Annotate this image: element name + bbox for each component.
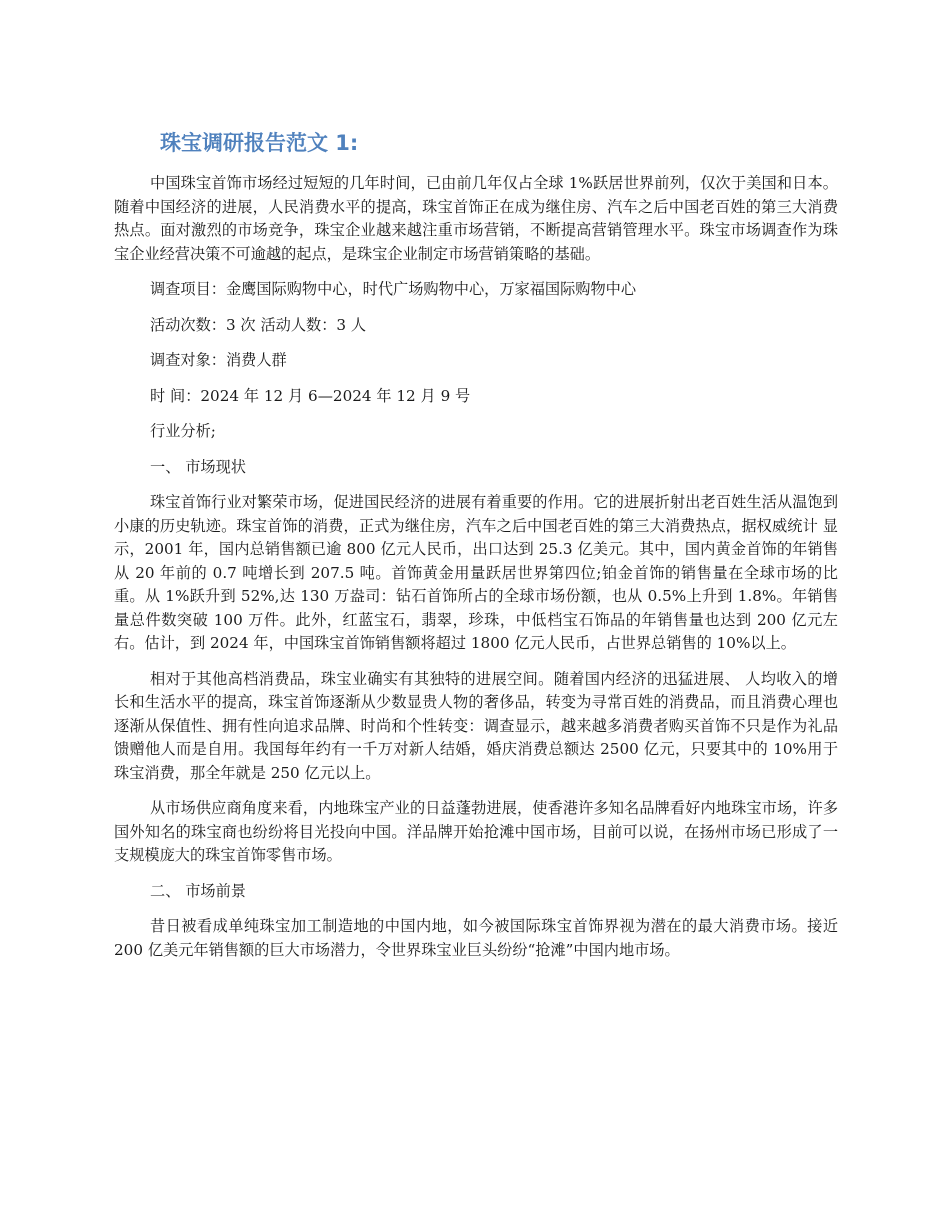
market-status-paragraph-1: 珠宝首饰行业对繁荣市场，促进国民经济的进展有着重要的作用。它的进展折射出老百姓生活从温饱到小康的历史轨迹。珠宝首饰的消费，正式为继住房，汽车之后中国老百姓的第三大消费热点，据权威统计 显示，2001 年，国内总销售额已逾 800 亿元人民币，出口达到 25.3 亿美元。其中，国内黄金首饰的年销售从 20 年前的 0.7 吨增长到 207.5 吨。首饰黄金用量跃居世界第四位;铂金首饰的销售量在全球市场的比重。从 1%跃升到 52%,达 130 万盎司：钻石首饰所占的全球市场份额，也从 0.5%上升到 1.8%。年销售量总件数突破 100 万件。此外，红蓝宝石，翡翠，珍珠，中低档宝石饰品的年销售量也达到 200 亿元左右。估计，到 2024 年，中国珠宝首饰销售额将超过 1800 亿元人民币，占世界总销售的 10%以上。 — [114, 493, 838, 652]
document-body — [114, 126, 838, 974]
market-status-paragraph-2: 相对于其他高档消费品，珠宝业确实有其独特的进展空间。随着国内经济的迅猛进展、 人均收入的增长和生活水平的提高，珠宝首饰逐渐从少数显贵人物的奢侈品，转变为寻常百姓的消费品，而且消费心理也逐渐从保值性、拥有性向追求品牌、时尚和个性转变：调查显示，越来越多消费者购买首饰不只是作为礼品馈赠他人而是自用。我国每年约有一千万对新人结婚，婚庆消费总额达 2500 亿元，只要其中的 10%用于珠宝消费，那全年就是 250 亿元以上。 — [114, 669, 838, 782]
activity-line: 活动次数：3 次 活动人数：3 人 — [150, 315, 367, 334]
section-heading-market-outlook: 二、 市场前景 — [150, 881, 246, 900]
industry-analysis-line: 行业分析; — [150, 422, 216, 440]
time-line: 时 间：2024 年 12 月 6—2024 年 12 月 9 号 — [150, 386, 471, 405]
section-heading-market-status: 一、 市场现状 — [150, 457, 246, 476]
document-title: 珠宝调研报告范文 1: — [160, 131, 359, 155]
market-status-paragraph-3: 从市场供应商角度来看，内地珠宝产业的日益蓬勃进展，使香港许多知名品牌看好内地珠宝市场，许多国外知名的珠宝商也纷纷将目光投向中国。洋品牌开始抢滩中国市场，目前可以说，在扬州市场已形成了一支规模庞大的珠宝首饰零售市场。 — [114, 799, 838, 864]
survey-items-line: 调查项目：金鹰国际购物中心，时代广场购物中心，万家福国际购物中心 — [150, 280, 636, 298]
market-outlook-paragraph-1: 昔日被看成单纯珠宝加工制造地的中国内地，如今被国际珠宝首饰界视为潜在的最大消费市场。接近 200 亿美元年销售额的巨大市场潜力，令世界珠宝业巨头纷纷“抢滩”中国内地市场。 — [114, 917, 838, 959]
intro-paragraph: 中国珠宝首饰市场经过短短的几年时间，已由前几年仅占全球 1%跃居世界前列，仅次于美国和日本。随着中国经济的进展，人民消费水平的提高，珠宝首饰正在成为继住房、汽车之后中国老百姓的第三大消费热点。面对激烈的市场竞争，珠宝企业越来越注重市场营销，不断提高营销管理水平。珠宝市场调查作为珠宝企业经营决策不可逾越的起点，是珠宝企业制定市场营销策略的基础。 — [114, 174, 838, 263]
survey-target-line: 调查对象：消费人群 — [150, 351, 287, 369]
